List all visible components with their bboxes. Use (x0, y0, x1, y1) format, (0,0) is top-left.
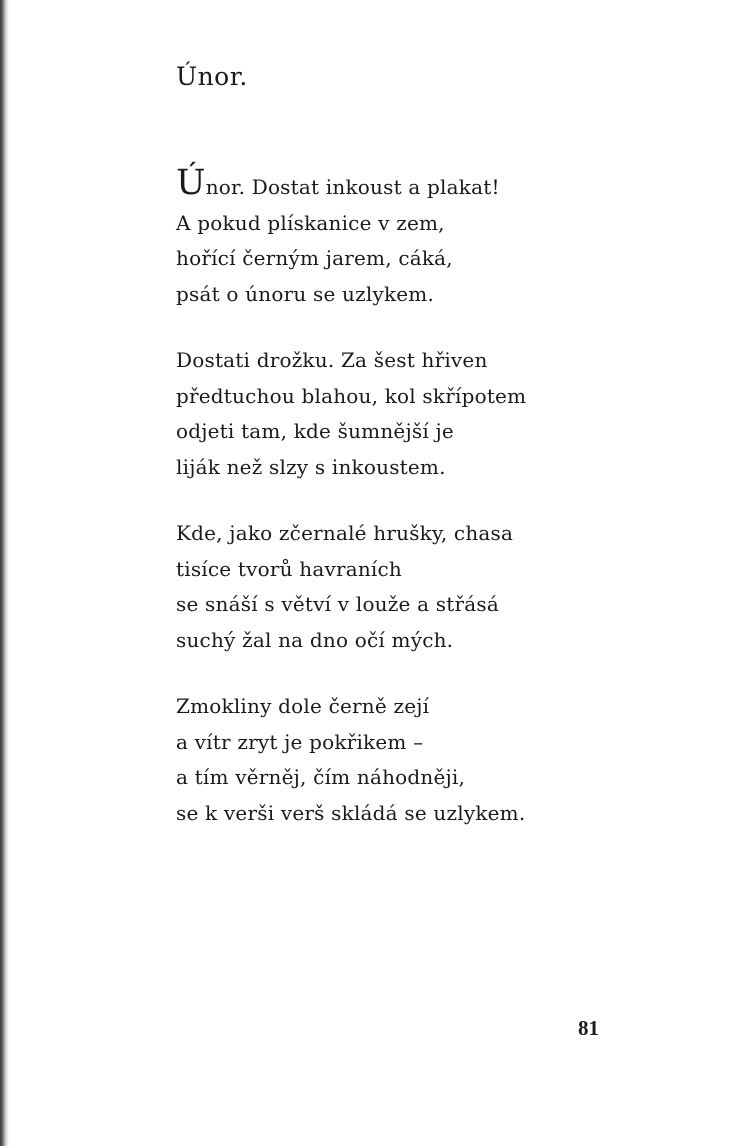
poem-line: odjeti tam, kde šumnější je (176, 419, 454, 443)
poem-line: hořící černým jarem, cáká, (176, 246, 453, 270)
poem-line: suchý žal na dno očí mých. (176, 627, 454, 652)
page-number: 81 (578, 1016, 599, 1040)
poem-line (176, 163, 696, 206)
poem-line: se k verši verš skládá se uzlykem. (176, 800, 526, 825)
poem-line: předtuchou blahou, kol skřípotem (176, 383, 527, 408)
poem-line: Dostati drožku. Za šest hřiven (176, 348, 488, 372)
drop-cap: Ú (176, 163, 206, 203)
poem-line-text: nor. Dostat inkoust a plakat! (205, 175, 500, 199)
poem-line: tisíce tvorů havraních (176, 556, 403, 581)
poem-title: Únor. (176, 62, 248, 91)
poem-line: se snáší s větví v louže a střásá (176, 592, 499, 616)
book-spine-edge (0, 0, 9, 1146)
poem-line: Kde, jako zčernalé hrušky, chasa (176, 521, 514, 545)
stanza-1 (176, 163, 696, 312)
poem-body (176, 163, 696, 862)
poem-line: a vítr zryt je pokřikem – (176, 729, 424, 754)
poem-line: A pokud plískanice v zem, (176, 210, 445, 235)
poem-line: psát o únoru se uzlykem. (176, 281, 435, 306)
poem-line: a tím věrněj, čím náhodněji, (176, 765, 466, 789)
poem-line: liják než slzy s inkoustem. (176, 454, 446, 479)
stanza-4 (176, 689, 696, 831)
stanza-2 (176, 343, 696, 485)
poem-line: Zmokliny dole černě zejí (176, 694, 430, 718)
stanza-3 (176, 516, 696, 658)
